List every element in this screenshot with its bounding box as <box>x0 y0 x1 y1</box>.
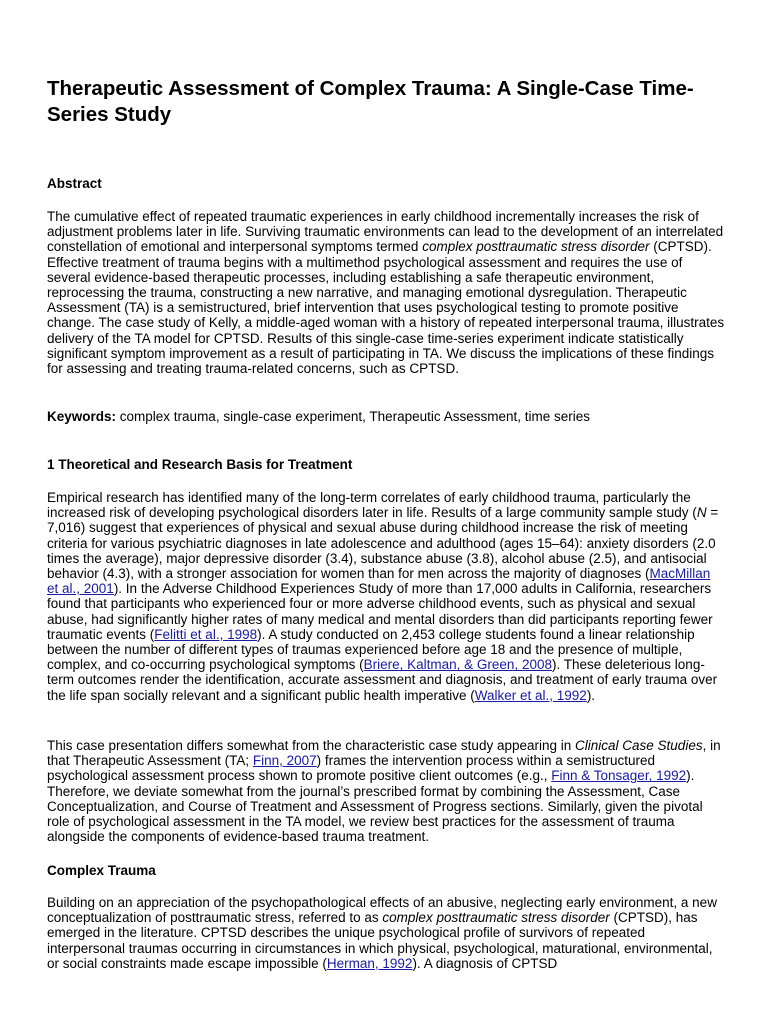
s1p1-emphasis-n: N <box>696 505 707 521</box>
s1p1-text-5: ). These deleterious long-term outcomes render the identification, accurate assessment and diagnosis, and treatment of early trauma over the life span socially relevant and a significant public health imperative ( <box>47 657 718 703</box>
section-1-paragraph-2 <box>47 738 725 844</box>
abstract-heading: Abstract <box>47 176 102 191</box>
complex-trauma-heading: Complex Trauma <box>47 863 156 878</box>
abstract-paragraph <box>47 209 725 376</box>
ct-emphasis-cptsd: complex posttraumatic stress disorder <box>382 910 610 926</box>
abstract-emphasis-cptsd: complex posttraumatic stress disorder <box>422 239 650 255</box>
s1p2-text-4: ). Therefore, we deviate somewhat from the journal’s prescribed format by combining the Assessment, Case Conceptualization, and Course of Treatment and Assessment of Progress sections. Similarly, given the pivotal role of psychological assessment in the TA model, we review best practices for the assessment of trauma alongside the components of evidence-based trauma treatment. <box>47 768 703 845</box>
page-title: Therapeutic Assessment of Complex Trauma: A Single-Case Time-Series Study <box>47 77 694 126</box>
s1p2-text-1: This case presentation differs somewhat from the characteristic case study appearing in <box>47 738 576 753</box>
citation-link-felitti[interactable]: Felitti et al., 1998 <box>154 626 258 642</box>
citation-link-herman[interactable]: Herman, 1992 <box>326 955 413 971</box>
ct-text-3: ). A diagnosis of CPTSD <box>412 955 558 971</box>
s1p2-emphasis-journal: Clinical Case Studies <box>575 738 703 753</box>
section-1-heading: 1 Theoretical and Research Basis for Treatment <box>47 457 353 472</box>
ct-text-2: (CPTSD), has emerged in the literature. CPTSD describes the unique psychological profile of survivors of repeated interpersonal traumas occurring in circumstances in which physical, psychological, maturational, environmental, or social constraints made escape impossible ( <box>47 910 713 971</box>
s1p1-text-2: = 7,016) suggest that experiences of physical and sexual abuse during childhood increase the risk of meeting criteria for various psychiatric diagnoses in late adolescence and adulthood (ages 15–64): anxiety disorders (2.0 times the average), major depressive disorder (3.4), substance abuse (3.8), alcohol abuse (2.5), and antisocial behavior (4.3), with a stronger association for women than for men across the majority of diagnoses ( <box>47 505 719 582</box>
s1p1-text-1: Empirical research has identified many of the long-term correlates of early childhood trauma, particularly the increased risk of developing psychological disorders later in life. Results of a large community sample study ( <box>47 490 697 521</box>
s1p1-text-3: ). In the Adverse Childhood Experiences Study of more than 17,000 adults in California, researchers found that participants who experienced four or more adverse childhood events, such as physical and sexual abuse, had significantly higher rates of many medical and mental disorders than did participants reporting fewer traumatic events ( <box>47 581 713 642</box>
keywords-label: Keywords: <box>47 409 117 424</box>
s1p1-text-4: ). A study conducted on 2,453 college students found a linear relationship between the number of different types of traumas experienced before age 18 and the presence of multiple, complex, and co-occurring psychological symptoms ( <box>47 626 695 673</box>
ct-text-1: Building on an appreciation of the psychopathological effects of an abusive, neglecting early environment, a new conceptualization of posttraumatic stress, referred to as <box>47 895 717 926</box>
citation-link-briere[interactable]: Briere, Kaltman, & Green, 2008 <box>363 657 552 673</box>
keywords-line <box>47 409 725 424</box>
abstract-text-2: (CPTSD). Effective treatment of trauma begins with a multimethod psychological assessment and requires the use of several evidence-based therapeutic processes, including establishing a safe therapeutic environment, reprocessing the trauma, constructing a new narrative, and managing emotional dysregulation. Therapeutic Assessment (TA) is a semistructured, brief intervention that uses psychological testing to promote positive change. The case study of Kelly, a middle-aged woman with a history of repeated interpersonal trauma, illustrates delivery of the TA model for CPTSD. Results of this single-case time-series experiment indicate statistically significant symptom improvement as a result of participating in TA. We discuss the implications of these findings for assessing and treating trauma-related concerns, such as CPTSD. <box>47 239 725 377</box>
section-1-paragraph-1 <box>47 490 725 703</box>
citation-link-finn[interactable]: Finn, 2007 <box>252 753 317 769</box>
citation-link-finn-tonsager[interactable]: Finn & Tonsager, 1992 <box>551 768 687 784</box>
s1p2-text-2: , in that Therapeutic Assessment (TA; <box>47 738 721 769</box>
s1p1-text-6: ). <box>586 687 596 703</box>
citation-link-macmillan[interactable]: MacMillan et al., 2001 <box>47 566 711 597</box>
citation-link-walker[interactable]: Walker et al., 1992 <box>474 687 587 703</box>
complex-trauma-paragraph-1 <box>47 895 725 971</box>
abstract-text-1: The cumulative effect of repeated traumatic experiences in early childhood incrementally increases the risk of adjustment problems later in life. Surviving traumatic environments can lead to the development of an interrelated constellation of emotional and interpersonal symptoms termed <box>47 209 724 255</box>
s1p2-text-3: ) frames the intervention process within a semistructured psychological assessment process shown to promote positive client outcomes (e.g., <box>47 753 656 784</box>
keywords-text: complex trauma, single-case experiment, Therapeutic Assessment, time series <box>116 409 590 424</box>
